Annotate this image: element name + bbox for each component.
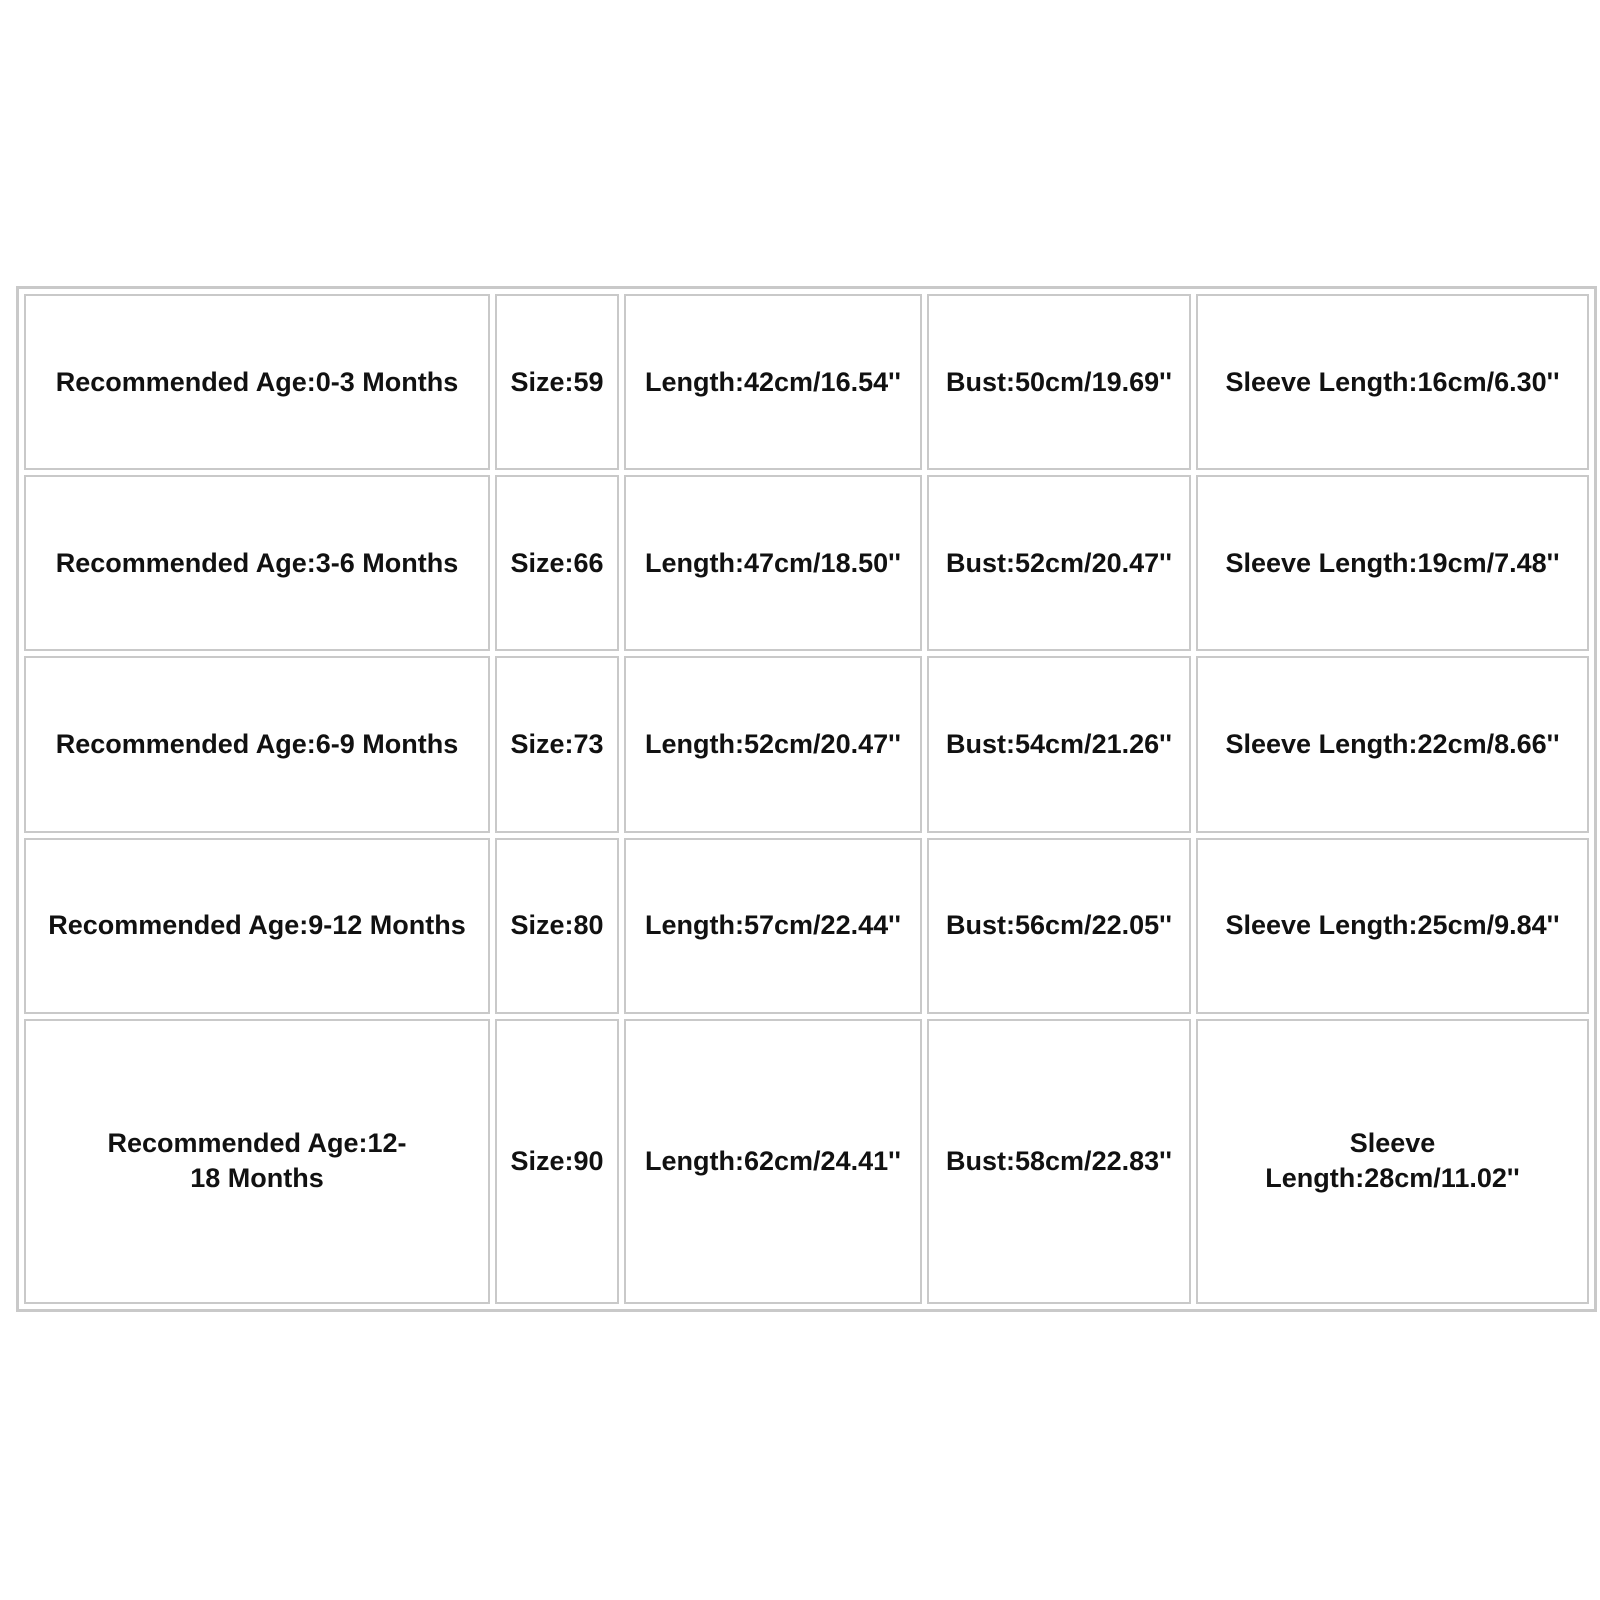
- size-cell: Size:90: [495, 1019, 619, 1304]
- table-row: [24, 1019, 1589, 1304]
- bust-cell: Bust:50cm/19.69'': [927, 294, 1191, 470]
- size-cell: Size:59: [495, 294, 619, 470]
- table-row: [24, 838, 1589, 1014]
- age-cell: Recommended Age:6-9 Months: [24, 656, 490, 832]
- bust-cell: Bust:56cm/22.05'': [927, 838, 1191, 1014]
- length-cell: Length:47cm/18.50'': [624, 475, 922, 651]
- length-cell: Length:62cm/24.41'': [624, 1019, 922, 1304]
- age-cell: Recommended Age:9-12 Months: [24, 838, 490, 1014]
- sleeve-length-cell: Sleeve Length:16cm/6.30'': [1196, 294, 1589, 470]
- table-row: [24, 475, 1589, 651]
- table-row: [24, 656, 1589, 832]
- age-cell: Recommended Age:0-3 Months: [24, 294, 490, 470]
- sleeve-length-cell: Sleeve Length:25cm/9.84'': [1196, 838, 1589, 1014]
- sleeve-length-cell: Sleeve Length:28cm/11.02'': [1196, 1019, 1589, 1304]
- bust-cell: Bust:54cm/21.26'': [927, 656, 1191, 832]
- age-cell: Recommended Age:12-18 Months: [24, 1019, 490, 1304]
- sleeve-length-cell: Sleeve Length:19cm/7.48'': [1196, 475, 1589, 651]
- size-cell: Size:73: [495, 656, 619, 832]
- size-cell: Size:80: [495, 838, 619, 1014]
- size-cell: Size:66: [495, 475, 619, 651]
- sleeve-length-cell: Sleeve Length:22cm/8.66'': [1196, 656, 1589, 832]
- length-cell: Length:57cm/22.44'': [624, 838, 922, 1014]
- bust-cell: Bust:58cm/22.83'': [927, 1019, 1191, 1304]
- bust-cell: Bust:52cm/20.47'': [927, 475, 1191, 651]
- length-cell: Length:42cm/16.54'': [624, 294, 922, 470]
- table-row: [24, 294, 1589, 470]
- length-cell: Length:52cm/20.47'': [624, 656, 922, 832]
- size-chart-table: [16, 286, 1597, 1312]
- age-cell: Recommended Age:3-6 Months: [24, 475, 490, 651]
